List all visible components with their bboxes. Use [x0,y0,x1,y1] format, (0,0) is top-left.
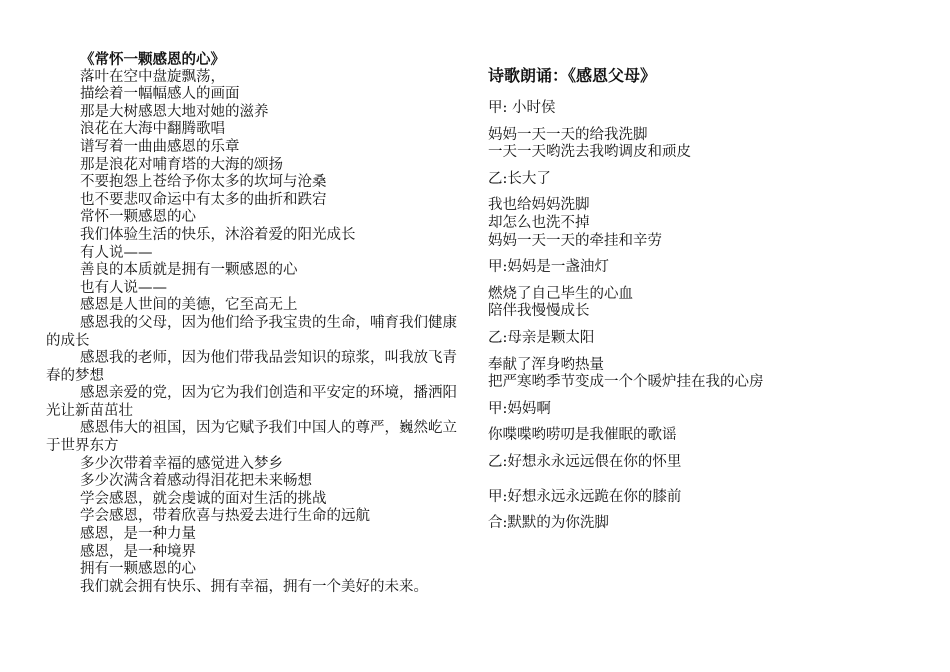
stanza [488,171,908,189]
stanza [488,427,908,445]
stanza [488,454,908,472]
stanza [488,197,908,250]
stanza-line: 我也给妈妈洗脚 [488,197,590,214]
stanza-line: 奉献了浑身哟热量 [488,356,604,373]
poem-line: 谱写着一曲曲感恩的乐章 [80,138,240,155]
poem-line: 多少次带着幸福的感觉进入梦乡 [80,455,283,472]
poem-line: 感恩是人世间的美德，它至高无上 [80,297,298,314]
stanza-line: 甲:妈妈啊 [488,400,551,417]
poem-line: 感恩我的老师，因为他们带我品尝知识的琼浆，叫我放飞青春的梦想 [46,350,457,384]
stanza [488,100,908,118]
poem-line: 感恩，是一种力量 [80,526,196,543]
stanza-line: 燃烧了自己毕生的心血 [488,285,633,302]
stanza-line: 妈妈一天一天的牵挂和辛劳 [488,232,662,249]
poem-line: 那是浪花对哺育塔的大海的颂扬 [80,156,283,173]
poem-line: 那是大树感恩大地对她的滋养 [80,103,269,120]
poem-line: 浪花在大海中翻腾歌唱 [80,121,225,138]
stanza-line: 妈妈一天一天的给我洗脚 [488,126,648,143]
stanza [488,127,908,162]
stanza [488,330,908,348]
stanza [488,515,908,533]
stanza-line: 乙:母亲是颗太阳 [488,329,595,346]
poem-line: 常怀一颗感恩的心 [80,209,196,226]
poem-line: 感恩，是一种境界 [80,543,196,560]
stanza [488,357,908,392]
poem-line: 我们体验生活的快乐，沐浴着爱的阳光成长 [80,226,356,243]
poem-line: 落叶在空中盘旋飘荡， [80,68,225,85]
poem-line: 多少次满含着感动得泪花把未来畅想 [80,473,312,490]
stanza-line: 甲: 小时侯 [488,100,556,116]
right-poem [488,66,908,542]
poem-line: 我们就会拥有快乐、拥有幸福，拥有一个美好的未来。 [80,578,428,595]
poem-line: 学会感恩，就会虔诚的面对生活的挑战 [80,490,327,507]
stanza [488,259,908,277]
stanza-line: 你喋喋哟唠叨是我催眠的歌谣 [488,427,677,444]
stanza-line: 甲:妈妈是一盏油灯 [488,259,609,276]
stanza-line: 却怎么也洗不掉 [488,214,590,231]
stanza-line: 把严寒哟季节变成一个个暖炉挂在我的心房 [488,374,764,391]
poem-line: 描绘着一幅幅感人的画面 [80,86,240,103]
poem-line: 也有人说—— [80,279,167,296]
stanza-line: 甲:好想永远永远跪在你的膝前 [488,488,682,505]
stanza [488,401,908,419]
left-poem [46,51,466,596]
stanza-line: 陪伴我慢慢成长 [488,303,590,320]
poem-line: 有人说—— [80,244,153,261]
stanza-line: 合:默默的为你洗脚 [488,515,609,532]
poem-line: 拥有一颗感恩的心 [80,561,196,578]
left-poem-title: 《常怀一颗感恩的心》 [80,51,225,68]
poem-line: 感恩我的父母，因为他们给予我宝贵的生命，哺育我们健康的成长 [46,314,457,349]
poem-line: 学会感恩，带着欣喜与热爱去进行生命的远航 [80,508,370,525]
stanza [488,489,908,507]
poem-line: 善良的本质就是拥有一颗感恩的心 [80,262,298,279]
right-poem-title: 诗歌朗诵：《感恩父母》 [488,66,657,85]
stanza-line: 乙:好想永永远远偎在你的怀里 [488,453,682,470]
poem-line: 也不要悲叹命运中有太多的曲折和跌宕 [80,191,327,208]
stanza [488,286,908,321]
stanza-line: 一天一天哟洗去我哟调皮和顽皮 [488,144,691,161]
poem-line: 感恩伟大的祖国，因为它赋予我们中国人的尊严，巍然屹立于世界东方 [46,420,457,455]
poem-line: 感恩亲爱的党，因为它为我们创造和平安定的环境，播洒阳光让新苗茁壮 [46,385,457,419]
poem-line: 不要抱怨上苍给予你太多的坎坷与沧桑 [80,174,327,191]
stanza-line: 乙:长大了 [488,170,551,187]
